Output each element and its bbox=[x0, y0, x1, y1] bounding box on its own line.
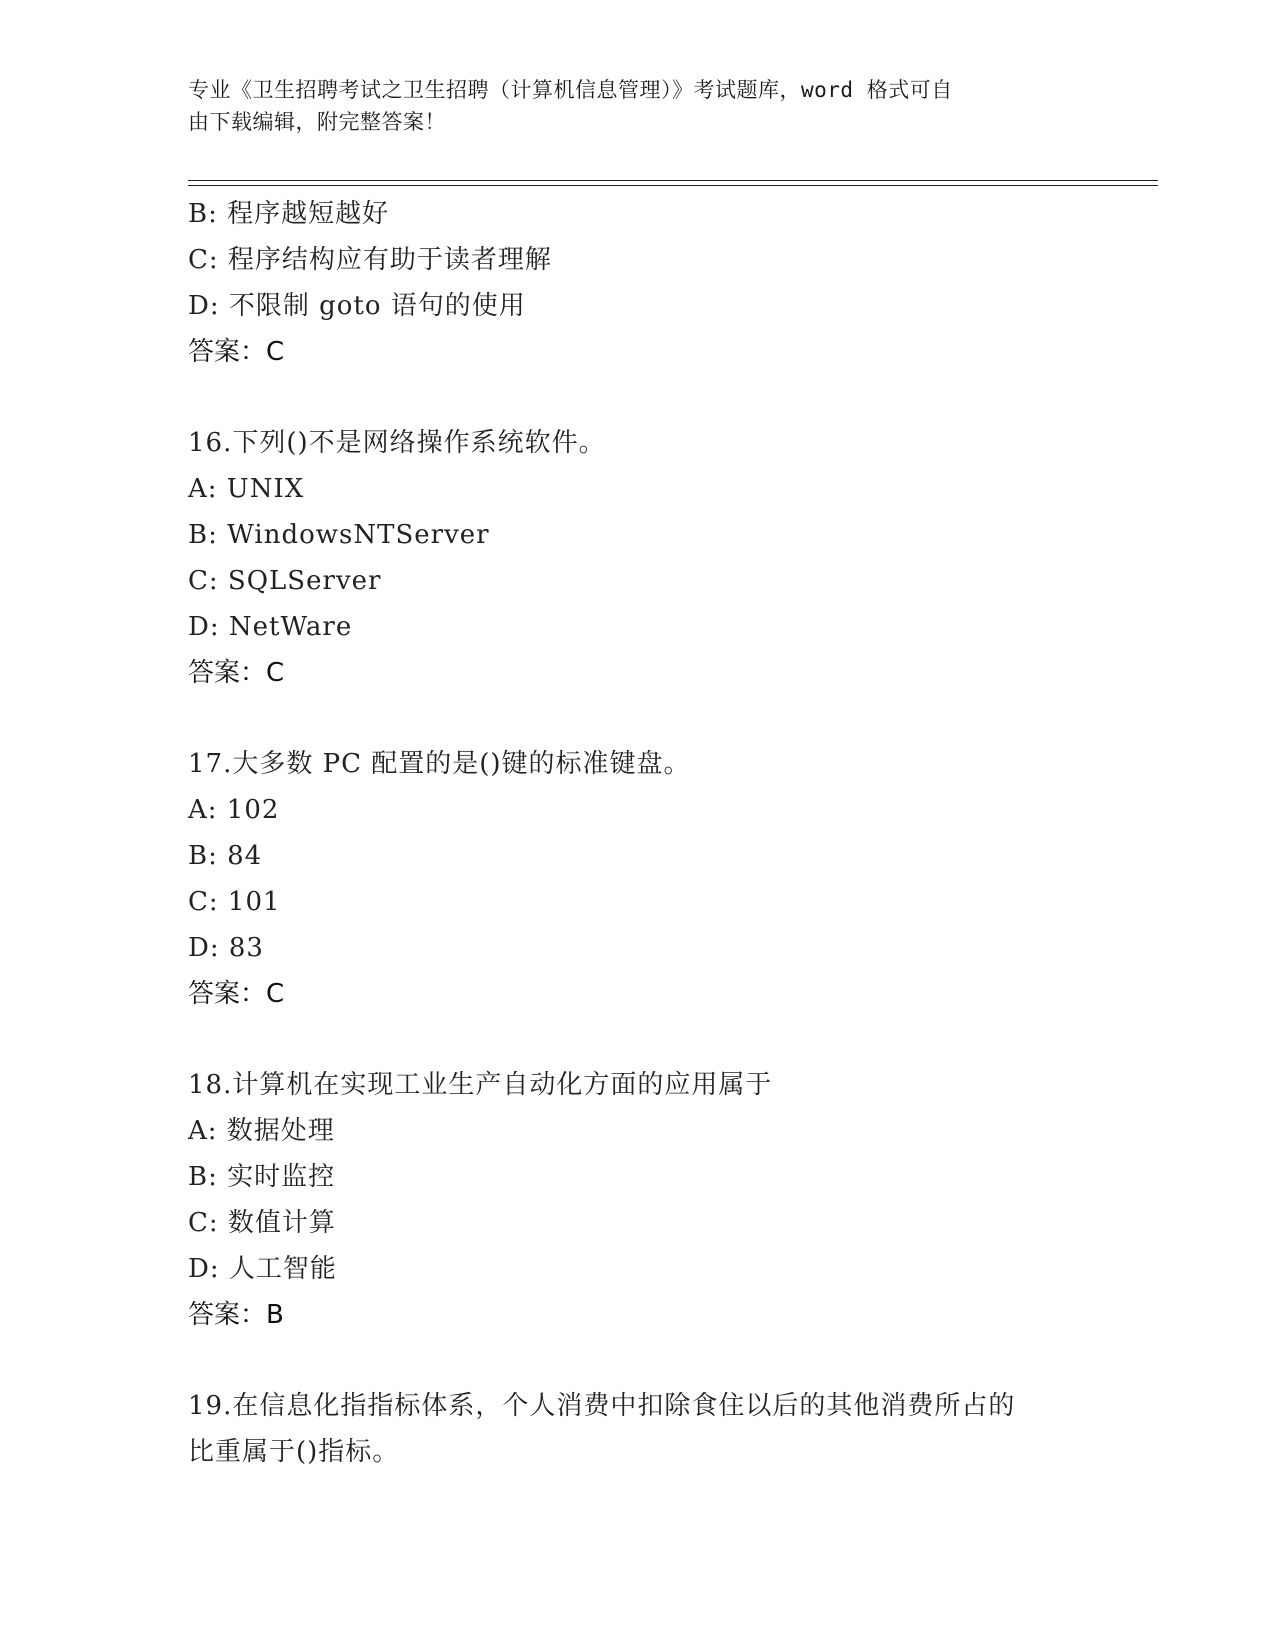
option-b: B: 实时监控 bbox=[188, 1162, 336, 1192]
answer-line: 答案：B bbox=[188, 1300, 284, 1330]
option-d: D: 83 bbox=[188, 933, 264, 963]
question-15-continued bbox=[188, 191, 1088, 375]
document-header bbox=[188, 74, 1068, 138]
option-d: D: 不限制 goto 语句的使用 bbox=[188, 291, 526, 321]
question-17 bbox=[188, 741, 1088, 1017]
question-stem: 17.大多数 PC 配置的是()键的标准键盘。 bbox=[188, 749, 691, 779]
question-stem-line-1: 19.在信息化指指标体系，个人消费中扣除食住以后的其他消费所占的 bbox=[188, 1391, 1016, 1421]
option-a: A: 数据处理 bbox=[188, 1116, 335, 1146]
question-stem: 16.下列()不是网络操作系统软件。 bbox=[188, 428, 606, 458]
option-a: A: UNIX bbox=[188, 474, 305, 504]
header-divider-top bbox=[188, 180, 1158, 181]
option-c: C: 程序结构应有助于读者理解 bbox=[188, 245, 552, 275]
question-16 bbox=[188, 420, 1088, 696]
answer-line: 答案：C bbox=[188, 337, 285, 367]
question-19 bbox=[188, 1383, 1088, 1475]
question-18 bbox=[188, 1062, 1088, 1338]
option-a: A: 102 bbox=[188, 795, 280, 825]
option-b: B: 程序越短越好 bbox=[188, 199, 390, 229]
option-b: B: WindowsNTServer bbox=[188, 520, 490, 550]
question-spacer bbox=[188, 1338, 1088, 1383]
option-b: B: 84 bbox=[188, 841, 263, 871]
answer-line: 答案：C bbox=[188, 658, 285, 688]
option-d: D: NetWare bbox=[188, 612, 353, 642]
question-stem: 18.计算机在实现工业生产自动化方面的应用属于 bbox=[188, 1070, 773, 1100]
question-spacer bbox=[188, 696, 1088, 741]
question-list bbox=[188, 191, 1088, 1475]
option-c: C: SQLServer bbox=[188, 566, 382, 596]
option-d: D: 人工智能 bbox=[188, 1254, 337, 1284]
option-c: C: 数值计算 bbox=[188, 1208, 336, 1238]
header-line-2: 由下载编辑，附完整答案！ bbox=[188, 110, 446, 134]
header-line-1: 专业《卫生招聘考试之卫生招聘（计算机信息管理）》考试题库，word 格式可自 bbox=[188, 78, 953, 102]
question-stem-line-2: 比重属于()指标。 bbox=[188, 1437, 400, 1467]
question-spacer bbox=[188, 375, 1088, 420]
question-spacer bbox=[188, 1017, 1088, 1062]
answer-line: 答案：C bbox=[188, 979, 285, 1009]
option-c: C: 101 bbox=[188, 887, 281, 917]
header-divider-bottom bbox=[188, 185, 1158, 186]
